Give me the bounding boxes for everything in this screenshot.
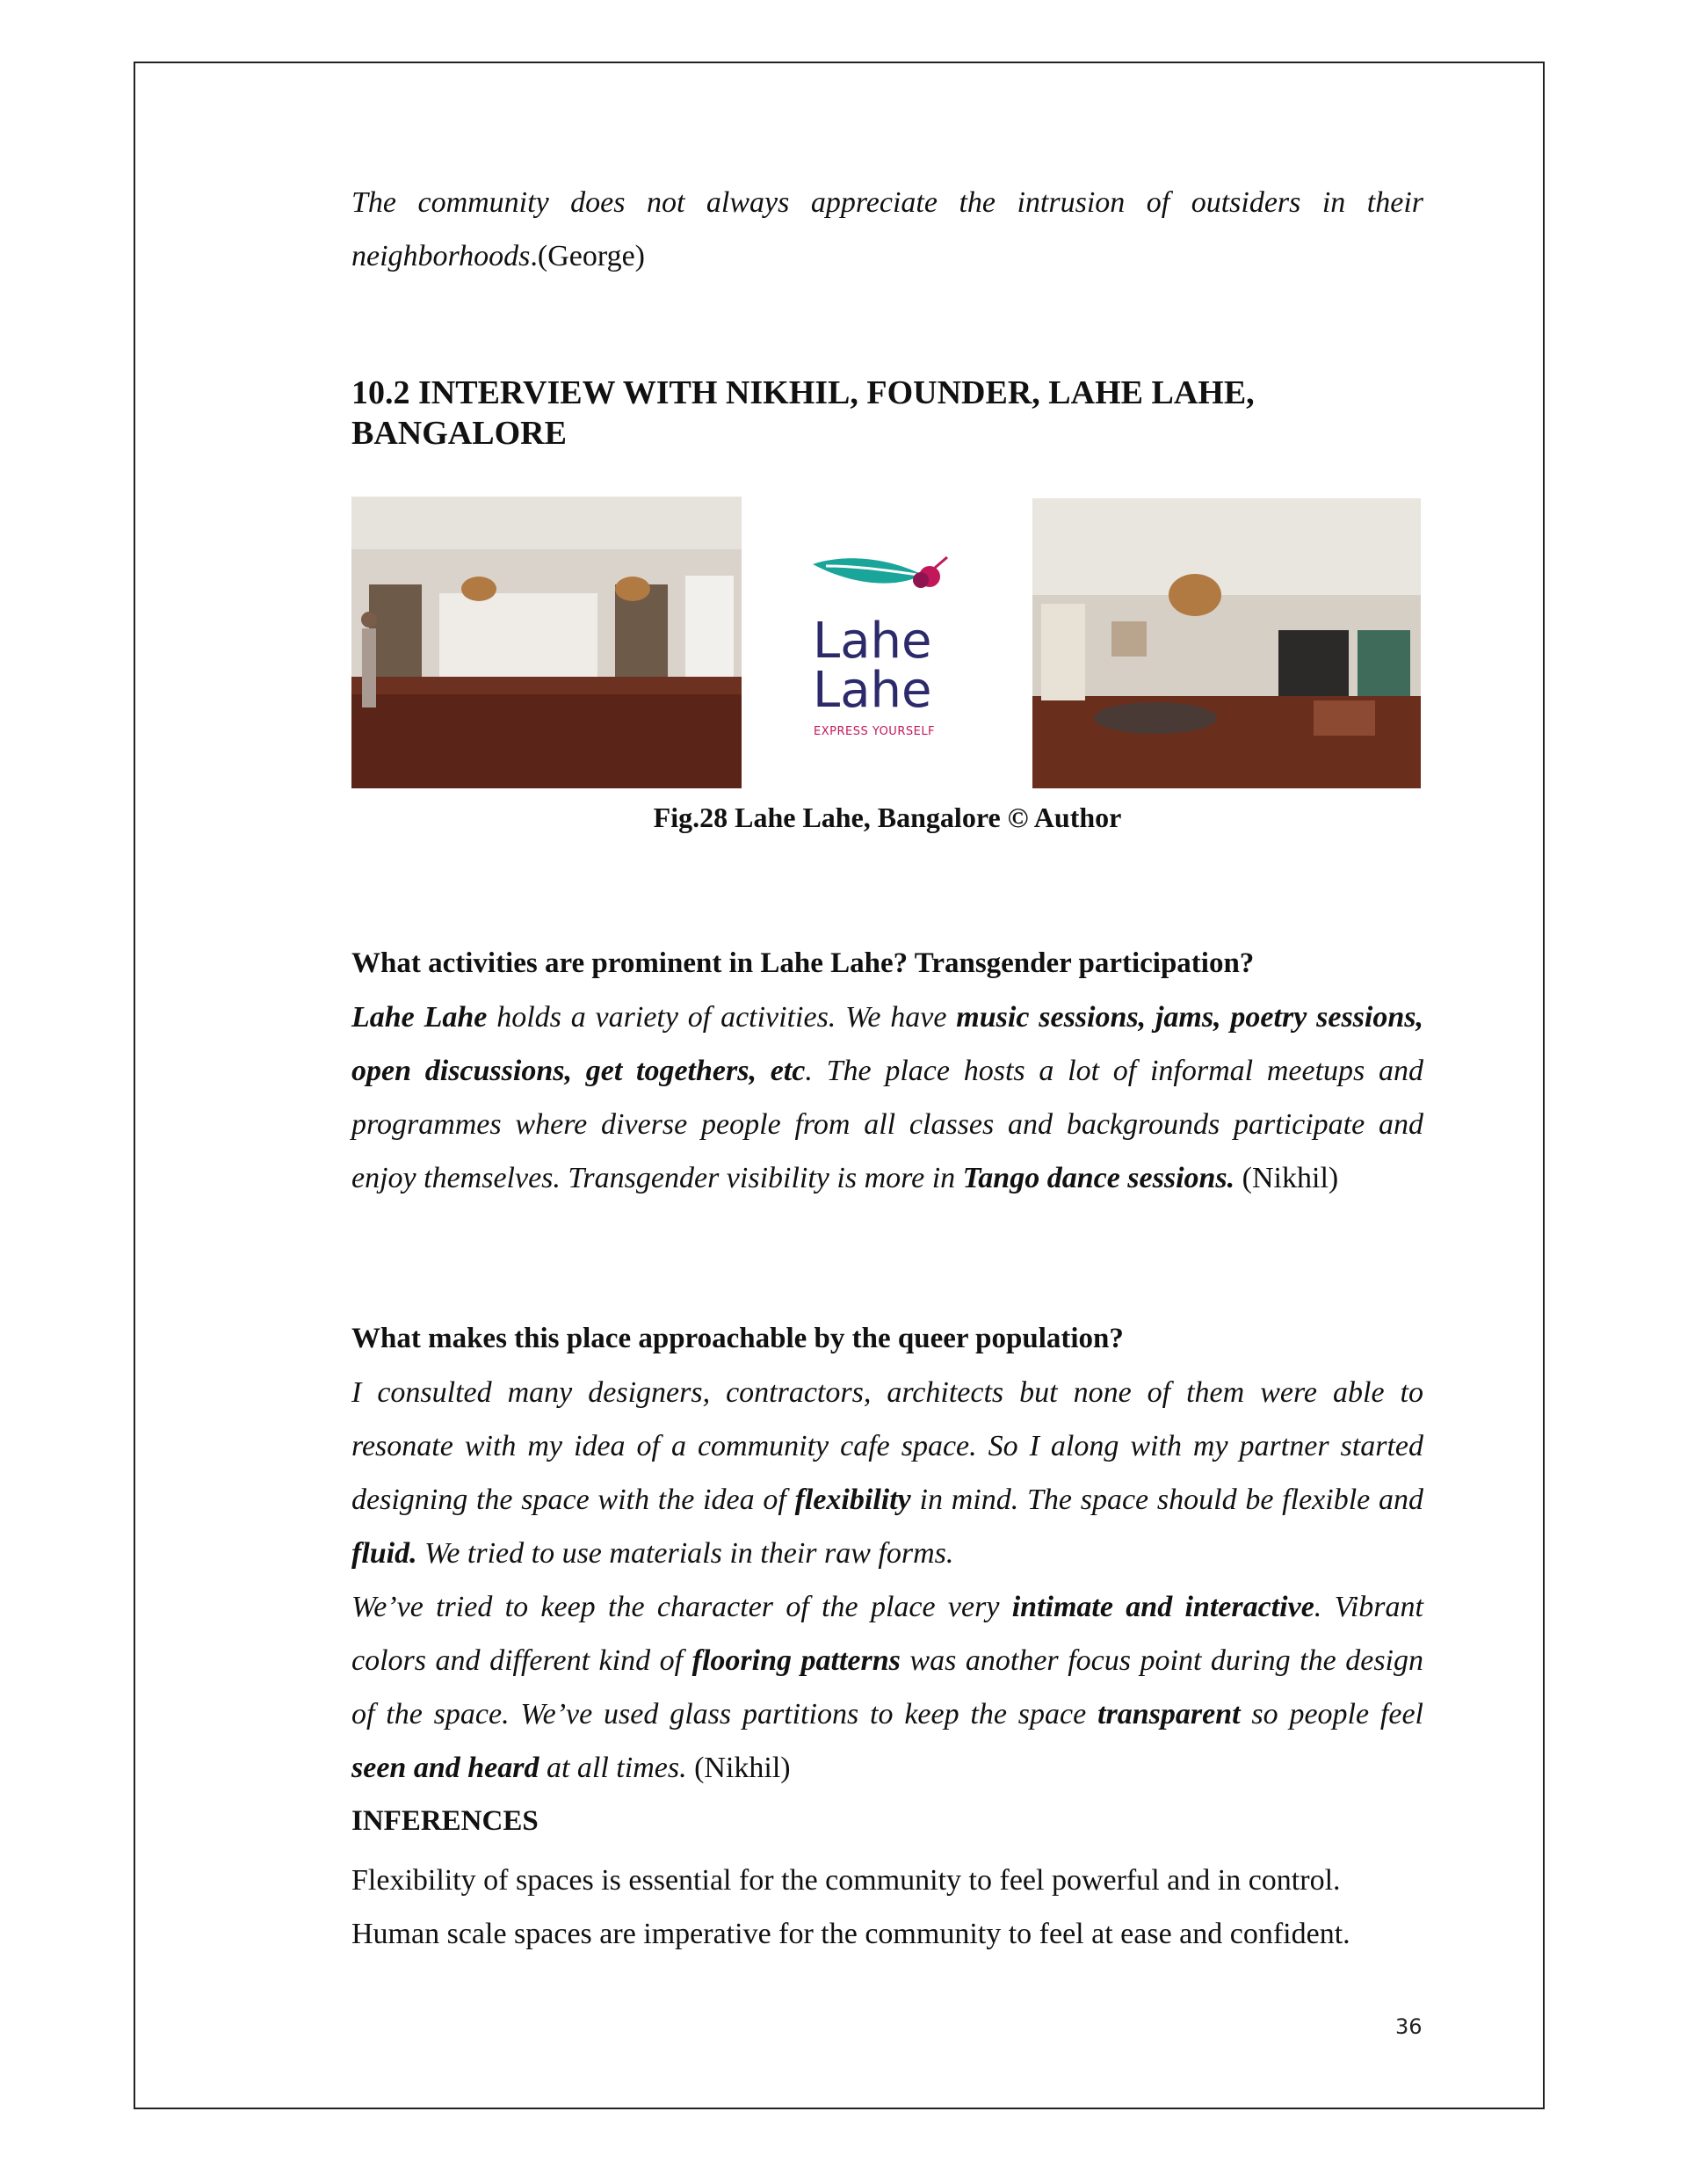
answer-2-bold-5: transparent — [1097, 1698, 1241, 1731]
answer-1-bold-2: music sessions, jams, poetry sessions, open discussions, get togethers, etc — [351, 1001, 1423, 1087]
qa-block-1 — [351, 937, 1423, 1205]
lahe-lahe-logo — [791, 545, 993, 756]
inferences-title: INFERENCES — [351, 1805, 539, 1837]
leaf-logo-icon — [791, 545, 993, 606]
answer-2-bold-4: flooring patterns — [691, 1644, 901, 1677]
answer-2-bold-1: flexibility — [794, 1484, 911, 1516]
question-2: What makes this place approachable by the queer population? — [351, 1323, 1124, 1354]
section-title-line1: 10.2 INTERVIEW WITH NIKHIL, FOUNDER, LAHE LAHE, — [351, 374, 1255, 411]
answer-2-text-7: so people feel — [1240, 1698, 1424, 1731]
answer-2-bold-3: intimate and interactive — [1011, 1591, 1314, 1623]
answer-1-attribution: (Nikhil) — [1234, 1162, 1339, 1194]
answer-2-paragraph-2 — [351, 1580, 1423, 1795]
inference-line-2: Human scale spaces are imperative for the community to feel at ease and confident. — [351, 1918, 1350, 1950]
answer-2-attribution: (Nikhil) — [686, 1752, 791, 1784]
answer-1 — [351, 990, 1423, 1205]
answer-2-text-6: was another focus point during the design of the space. We’ve used glass partitions to keep the space — [351, 1644, 1423, 1731]
answer-2-text-1: I consulted many designers, contractors, architects but none of them were able to resonate with my idea of a community cafe space. So I along with my partner started designing the space with the idea of — [351, 1376, 1423, 1516]
answer-2-text-4: We’ve tried to keep the character of the place very — [351, 1591, 1012, 1623]
logo-word-2: Lahe — [813, 662, 932, 719]
interior-photo-right — [1032, 498, 1421, 788]
answer-2-text-8: at all times. — [539, 1752, 687, 1784]
figure-caption: Fig.28 Lahe Lahe, Bangalore © Author — [653, 802, 1122, 833]
logo-word-1: Lahe — [813, 613, 932, 670]
logo-tagline: EXPRESS YOURSELF — [814, 725, 936, 738]
answer-1-bold-1: Lahe Lahe — [351, 1001, 488, 1034]
question-1: What activities are prominent in Lahe Lahe? Transgender participation? — [351, 947, 1255, 979]
intro-quote-text: The community does not always appreciate the intrusion of outsiders in their neighborhoods — [351, 186, 1423, 272]
intro-quote — [351, 176, 1423, 283]
interior-photo-left — [351, 497, 742, 788]
page-number: 36 — [1395, 2014, 1423, 2039]
answer-2-text-5: . Vibrant colors and different kind of — [351, 1591, 1423, 1677]
intro-attribution: .(George) — [530, 240, 645, 272]
answer-2-bold-2: fluid. — [351, 1537, 417, 1570]
answer-1-text-2: . The place hosts a lot of informal meetups and programmes where diverse people from all classes and backgrounds participate and enjoy themselves. Transgender visibility is more in — [351, 1055, 1423, 1194]
answer-1-bold-3: Tango dance sessions. — [962, 1162, 1235, 1194]
section-heading — [351, 373, 1423, 453]
answer-2-paragraph-1 — [351, 1366, 1423, 1580]
answer-2-text-2: in mind. The space should be flexible and — [910, 1484, 1423, 1516]
answer-2-text-3: We tried to use materials in their raw forms. — [416, 1537, 954, 1570]
answer-1-text-1: holds a variety of activities. We have — [487, 1001, 957, 1034]
inference-line-1: Flexibility of spaces is essential for the community to feel powerful and in control. — [351, 1864, 1341, 1897]
section-title-line2: BANGALORE — [351, 415, 567, 452]
answer-2-bold-6: seen and heard — [351, 1752, 539, 1784]
qa-block-2 — [351, 1312, 1423, 1961]
